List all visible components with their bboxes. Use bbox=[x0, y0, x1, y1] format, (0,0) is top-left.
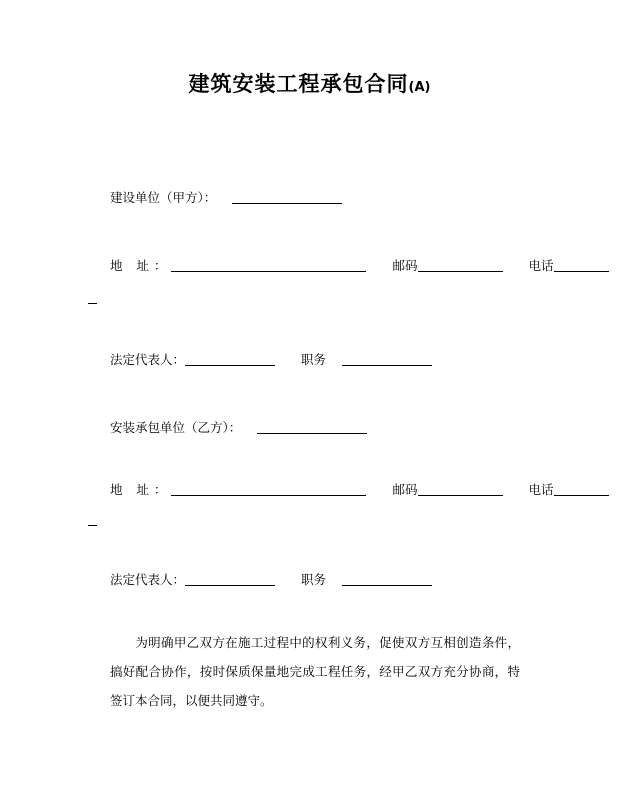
party-b-legal-rep-input[interactable] bbox=[185, 572, 275, 586]
body-paragraph bbox=[110, 628, 520, 715]
party-b-name-input[interactable] bbox=[257, 420, 367, 434]
party-b-phone-label: 电话 bbox=[528, 482, 554, 497]
party-b-position-label: 职务 bbox=[301, 572, 327, 587]
field-party-b-address bbox=[110, 482, 609, 498]
page-title-text: 建筑安装工程承包合同 bbox=[188, 72, 409, 96]
party-b-phone-input[interactable] bbox=[554, 482, 609, 496]
party-a-address-input[interactable] bbox=[171, 258, 366, 272]
party-b-address-label: 地 址： bbox=[110, 482, 172, 497]
margin-dash-mark bbox=[88, 525, 97, 526]
page-title-suffix: (A) bbox=[408, 80, 431, 95]
party-a-postcode-input[interactable] bbox=[418, 258, 503, 272]
page-title bbox=[0, 68, 619, 98]
party-b-label: 安装承包单位（乙方）： bbox=[110, 420, 242, 435]
party-a-phone-input[interactable] bbox=[554, 258, 609, 272]
margin-dash-mark bbox=[88, 303, 97, 304]
party-b-address-input[interactable] bbox=[171, 482, 366, 496]
party-a-legal-rep-label: 法定代表人： bbox=[110, 352, 186, 367]
party-a-phone-label: 电话 bbox=[528, 258, 554, 273]
party-a-address-label: 地 址： bbox=[110, 258, 172, 273]
party-b-postcode-label: 邮码 bbox=[392, 482, 418, 497]
field-party-b-name bbox=[110, 420, 367, 436]
field-party-a-name bbox=[110, 190, 342, 206]
body-paragraph-text: 为明确甲乙双方在施工过程中的权利义务，促使双方互相创造条件，搞好配合协作，按时保质保量地完成工程任务，经甲乙双方充分协商，特签订本合同，以便共同遵守。 bbox=[110, 635, 520, 708]
field-party-a-legal-rep bbox=[110, 352, 432, 368]
party-b-position-input[interactable] bbox=[342, 572, 432, 586]
party-a-legal-rep-input[interactable] bbox=[185, 352, 275, 366]
party-a-position-input[interactable] bbox=[342, 352, 432, 366]
party-a-name-input[interactable] bbox=[232, 190, 342, 204]
party-a-position-label: 职务 bbox=[301, 352, 327, 367]
party-b-legal-rep-label: 法定代表人： bbox=[110, 572, 186, 587]
field-party-b-legal-rep bbox=[110, 572, 432, 588]
party-b-postcode-input[interactable] bbox=[418, 482, 503, 496]
party-a-postcode-label: 邮码 bbox=[392, 258, 418, 273]
field-party-a-address bbox=[110, 258, 609, 274]
party-a-label: 建设单位（甲方）： bbox=[110, 190, 217, 205]
